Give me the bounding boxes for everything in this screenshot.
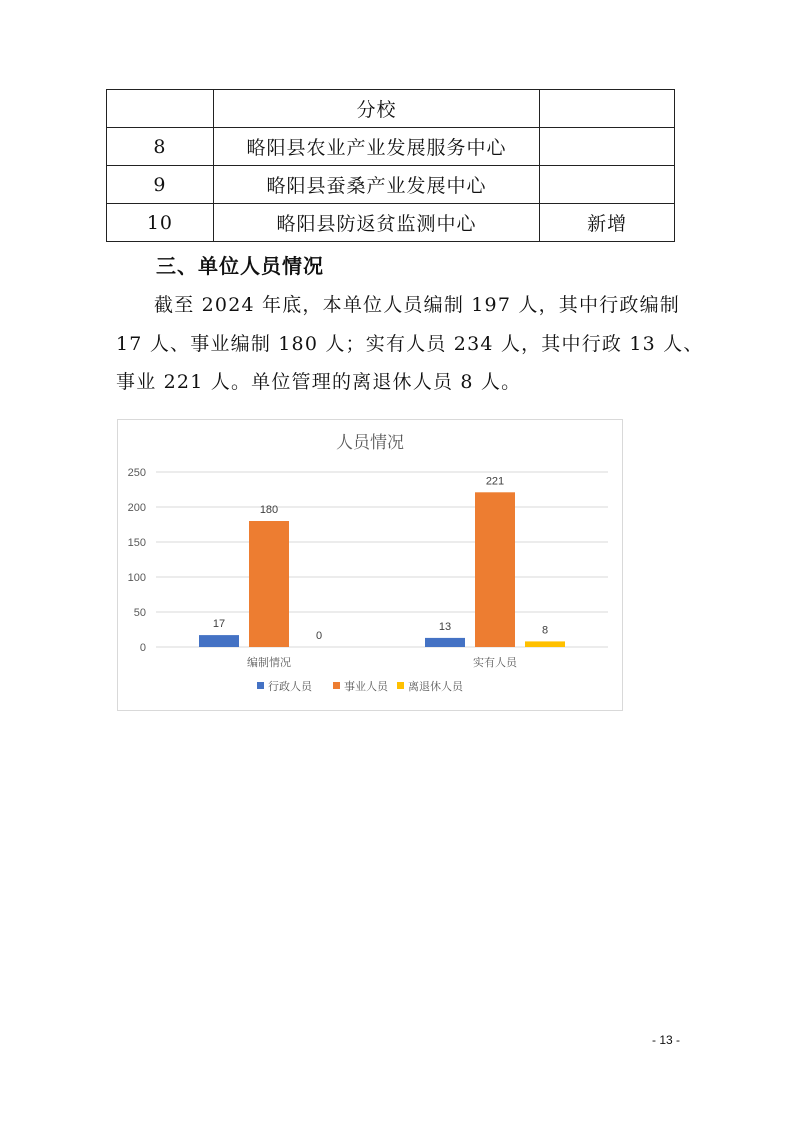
y-tick-label: 0 bbox=[139, 642, 146, 654]
data-label: 180 bbox=[259, 504, 279, 516]
legend-label: 行政人员 bbox=[268, 681, 312, 693]
y-tick-label: 50 bbox=[133, 607, 146, 619]
row-number: 9 bbox=[107, 166, 214, 204]
paragraph-line: 事业 221 人。单位管理的离退休人员 8 人。 bbox=[116, 371, 522, 393]
unit-name: 分校 bbox=[213, 90, 539, 128]
data-label: 17 bbox=[212, 618, 226, 631]
unit-table bbox=[106, 89, 675, 242]
y-tick-label: 250 bbox=[127, 467, 146, 479]
table-row bbox=[107, 128, 675, 166]
legend-label: 事业人员 bbox=[344, 681, 388, 693]
staff-paragraph bbox=[116, 286, 704, 402]
data-label: 13 bbox=[438, 620, 452, 633]
data-label: 0 bbox=[315, 630, 323, 642]
staff-chart bbox=[117, 419, 623, 711]
chart-title: 人员情况 bbox=[336, 433, 404, 452]
row-number: 10 bbox=[107, 204, 214, 242]
x-tick-label: 实有人员 bbox=[473, 657, 517, 669]
row-note bbox=[540, 128, 675, 166]
table-row bbox=[107, 204, 675, 242]
page-number: - 13 - bbox=[652, 1033, 681, 1047]
table-row bbox=[107, 90, 675, 128]
unit-name: 略阳县防返贫监测中心 bbox=[213, 204, 539, 242]
bar bbox=[525, 641, 565, 647]
bar bbox=[249, 521, 289, 647]
table-row bbox=[107, 166, 675, 204]
data-label: 221 bbox=[485, 475, 505, 488]
legend-swatch bbox=[333, 682, 340, 689]
bar bbox=[199, 635, 239, 647]
row-number bbox=[107, 90, 214, 128]
section-heading: 三、单位人员情况 bbox=[156, 254, 324, 278]
row-number: 8 bbox=[107, 128, 214, 166]
y-tick-label: 200 bbox=[127, 502, 146, 514]
paragraph-line: 17 人、事业编制 180 人；实有人员 234 人，其中行政 13 人、 bbox=[116, 332, 704, 355]
legend-swatch bbox=[257, 682, 264, 689]
bar bbox=[475, 492, 515, 647]
paragraph-line: 截至 2024 年底，本单位人员编制 197 人，其中行政编制 bbox=[154, 294, 680, 316]
row-note: 新增 bbox=[540, 204, 675, 242]
x-tick-label: 编制情况 bbox=[247, 657, 291, 669]
unit-name: 略阳县农业产业发展服务中心 bbox=[213, 128, 539, 166]
legend-label: 离退休人员 bbox=[408, 681, 463, 693]
legend-swatch bbox=[397, 682, 404, 689]
data-label: 8 bbox=[541, 624, 549, 637]
chart-canvas bbox=[118, 420, 622, 710]
y-tick-label: 100 bbox=[127, 572, 146, 584]
row-note bbox=[540, 166, 675, 204]
bar bbox=[425, 638, 465, 647]
y-tick-label: 150 bbox=[127, 537, 146, 549]
unit-name: 略阳县蚕桑产业发展中心 bbox=[213, 166, 539, 204]
row-note bbox=[540, 90, 675, 128]
